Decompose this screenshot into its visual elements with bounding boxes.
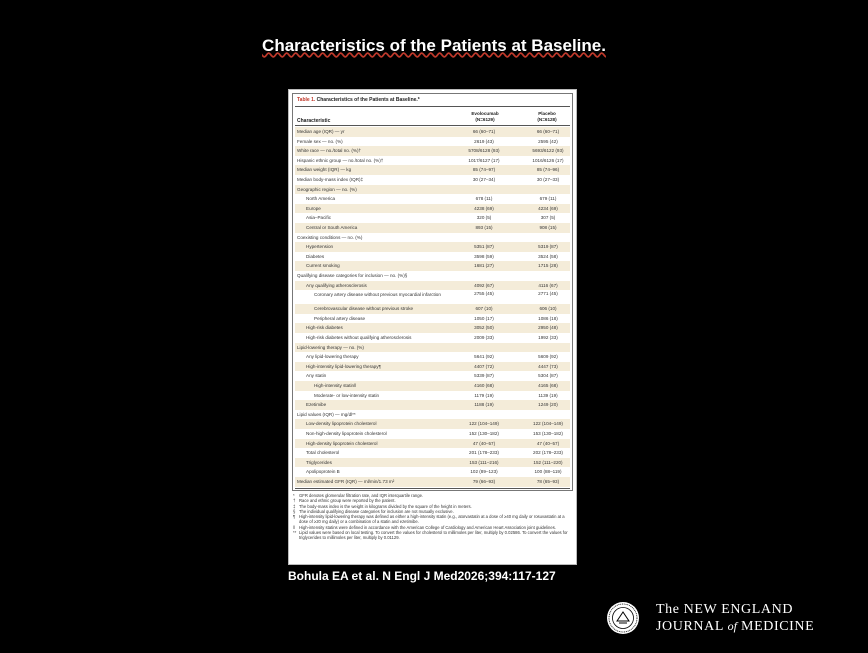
evolocumab-value: 2755 (45) — [474, 291, 494, 297]
evolocumab-value: 4407 (72) — [474, 363, 494, 369]
table-row — [295, 175, 570, 185]
row-label: Moderate- or low-intensity statin — [314, 392, 380, 398]
placebo-value: 122 (104–149) — [533, 421, 563, 427]
table-row — [295, 213, 570, 223]
row-label: High-density lipoprotein cholesterol — [306, 440, 378, 446]
placebo-value: 4116 (67) — [538, 282, 558, 288]
placebo-value: 3524 (58) — [538, 253, 558, 259]
evolocumab-value: 4160 (68) — [474, 383, 494, 388]
row-label: Female sex — no. (%) — [297, 138, 343, 144]
placebo-value: 307 (5) — [540, 215, 556, 221]
placebo-value: 2950 (48) — [538, 325, 558, 331]
row-label: Qualifying disease categories for inclusion — no. (%)§ — [297, 273, 408, 278]
evolocumab-n: (N=6129) — [475, 117, 495, 122]
table-row — [295, 362, 570, 372]
row-label: Apolipoprotein B — [306, 469, 340, 475]
row-label: Diabetes — [306, 253, 325, 259]
evolocumab-value: 3052 (50) — [474, 325, 494, 331]
placebo-value: 1992 (33) — [538, 335, 558, 340]
table-row — [295, 271, 570, 281]
evolocumab-value: 320 (5) — [476, 215, 492, 221]
row-label: Non-high-density lipoprotein cholesterol — [306, 431, 387, 436]
evolocumab-value: 1179 (19) — [474, 392, 494, 398]
placebo-value: 5319 (87) — [538, 244, 558, 250]
placebo-value: 2595 (42) — [538, 138, 558, 144]
column-header-evolocumab — [465, 111, 505, 123]
evolocumab-value: 30 (27–34) — [472, 177, 496, 182]
row-label: Triglycerides — [306, 459, 332, 465]
evolocumab-value: 201 (178–233) — [469, 450, 499, 456]
row-label: Any statin — [306, 373, 327, 379]
table-row — [295, 165, 570, 175]
placebo-value: 1086 (18) — [538, 315, 558, 321]
row-label: Geographic region — no. (%) — [297, 186, 357, 192]
evolocumab-value: 153 (111–216) — [469, 459, 499, 465]
placebo-value: 47 (40–57) — [536, 440, 560, 446]
row-label: Hispanic ethnic group — no./total no. (%)† — [297, 157, 384, 163]
evolocumab-value: 4092 (67) — [474, 282, 494, 288]
evolocumab-value: 1188 (19) — [474, 402, 494, 408]
journal-logo-line1: The NEW ENGLAND — [656, 602, 794, 617]
row-label: Median weight (IQR) — kg — [297, 167, 352, 173]
table-row — [295, 194, 570, 204]
evolocumab-value: 4238 (69) — [474, 205, 494, 211]
placebo-value: 606 (10) — [539, 306, 557, 312]
row-label: Median body-mass index (IQR)‡ — [297, 177, 364, 182]
placebo-value: 4234 (69) — [538, 205, 558, 211]
placebo-n: (N=6128) — [537, 117, 557, 122]
row-label: Any lipid-lowering therapy — [306, 354, 359, 360]
row-label: Any qualifying atherosclerosis — [306, 282, 367, 288]
table-frame — [292, 93, 573, 491]
footnote-text: High-intensity lipid-lowering therapy was defined as either a high-intensity statin (e.g., atorvastatin at a dose of ≥40 mg daily or rosuvastatin at a dose of ≥20 mg daily) or a combination of a statin and ezetimibe. — [299, 514, 565, 525]
row-label: Current smoking — [306, 263, 340, 269]
evolocumab-value: 678 (11) — [475, 196, 493, 202]
nejm-seal-icon — [606, 601, 640, 635]
placebo-value: 5304 (87) — [538, 373, 558, 379]
placebo-value: 679 (11) — [539, 196, 557, 202]
row-label: Peripheral artery disease — [314, 315, 366, 321]
table-label: Table 1. — [297, 97, 316, 103]
row-label: North America — [306, 196, 336, 202]
placebo-value: 202 (178–233) — [533, 450, 563, 456]
table-row — [295, 281, 570, 291]
evolocumab-value: 66 (60–71) — [472, 129, 496, 134]
row-label: Low-density lipoprotein cholesterol — [306, 421, 377, 427]
row-label: Median age (IQR) — yr — [297, 129, 345, 134]
footnote-text: The individual qualifying disease categories for inclusion are not mutually exclusive. — [299, 508, 454, 514]
table-row — [295, 233, 570, 243]
row-label: High-risk diabetes — [306, 325, 343, 331]
table-row — [295, 323, 570, 333]
row-label: Asia–Pacific — [306, 215, 332, 221]
table-row — [295, 223, 570, 233]
placebo-value: 2771 (45) — [538, 291, 558, 297]
medicine-word: MEDICINE — [741, 619, 815, 634]
placebo-value: 100 (88–119) — [534, 469, 562, 475]
table-row — [295, 252, 570, 262]
table-title — [297, 97, 420, 103]
placebo-value: 1139 (19) — [538, 392, 558, 398]
footnote-symbol: ‖ — [293, 524, 295, 530]
slide-title: Characteristics of the Patients at Baseline. — [262, 36, 606, 55]
column-header-characteristic: Characteristic — [297, 118, 331, 124]
row-label: High-intensity statin‖ — [314, 383, 356, 388]
table-row — [295, 261, 570, 271]
footnote-symbol: † — [293, 498, 296, 504]
placebo-value: 4165 (68) — [538, 383, 558, 388]
evolocumab-value: 5351 (87) — [474, 244, 494, 250]
table-row — [295, 242, 570, 252]
placebo-value: 30 (27–33) — [536, 177, 560, 182]
placebo-value: 1715 (28) — [538, 263, 558, 269]
evolocumab-value: 47 (40–57) — [472, 440, 496, 446]
placebo-value: 78 (65–93) — [536, 479, 560, 484]
table-row — [295, 448, 570, 458]
placebo-value: 4447 (73) — [538, 363, 558, 369]
journal-logo-line2 — [656, 618, 814, 635]
table-row — [295, 204, 570, 214]
row-label: Lipid-lowering therapy — no. (%) — [297, 344, 364, 350]
evolocumab-value: 122 (104–149) — [469, 421, 499, 427]
evolocumab-value: 893 (15) — [475, 225, 493, 230]
row-label: White race — no./total no. (%)† — [297, 148, 362, 154]
row-label: Central or South America — [306, 225, 358, 230]
column-header-placebo — [527, 111, 567, 123]
table-row — [295, 467, 570, 477]
table-row — [295, 146, 570, 156]
placebo-value: 153 (130–182) — [533, 431, 563, 436]
row-label: Cerebrovascular disease without previous stroke — [314, 306, 414, 312]
table-row — [295, 127, 570, 137]
evolocumab-label: Evolocumab — [471, 111, 499, 116]
table-row — [295, 314, 570, 324]
journal-logo — [656, 602, 814, 635]
table-row — [295, 371, 570, 381]
table-row — [295, 304, 570, 314]
row-label: Median estimated GFR (IQR) — ml/min/1.73 m² — [297, 479, 395, 484]
table-row — [295, 290, 570, 304]
footnote-text: High-intensity statins were defined in accordance with the American College of Cardiology and American Heart Association joint guidelines. — [299, 524, 556, 530]
placebo-value: 85 (74–96) — [536, 167, 560, 173]
evolocumab-value: 5339 (87) — [474, 373, 494, 379]
evolocumab-value: 1681 (27) — [474, 263, 494, 269]
placebo-value: 5693/6122 (93) — [532, 148, 564, 154]
evolocumab-value: 2619 (43) — [474, 138, 494, 144]
footnote-symbol: ** — [293, 530, 297, 536]
table-row — [295, 419, 570, 429]
row-label: Coexisting conditions — no. (%) — [297, 234, 363, 240]
evolocumab-value: 1017/6127 (17) — [468, 157, 500, 163]
evolocumab-value: 102 (89–123) — [470, 469, 498, 475]
row-label: High-intensity lipid-lowering therapy¶ — [306, 363, 381, 369]
table-row — [295, 137, 570, 147]
table-row — [295, 352, 570, 362]
table-row — [295, 333, 570, 343]
table-row — [295, 381, 570, 391]
row-label: Ezetimibe — [306, 402, 327, 408]
placebo-value: 1016/6126 (17) — [532, 157, 564, 163]
footnote-text: Lipid values were based on local testing. To convert the values for cholesterol to millimoles per liter, multiply by 0.02586. To convert the values for triglycerides to millimoles per liter, multiply by 0.01129. — [299, 530, 568, 541]
evolocumab-value: 79 (66–93) — [472, 479, 496, 484]
table-row — [295, 410, 570, 420]
evolocumab-value: 5708/6128 (93) — [468, 148, 500, 154]
table-figure — [288, 89, 577, 565]
table-row — [295, 429, 570, 439]
footnote — [293, 514, 573, 525]
journal-of: of — [727, 619, 737, 633]
footnote — [293, 530, 573, 541]
table-row — [295, 477, 570, 487]
footnote-symbol: ¶ — [293, 514, 296, 520]
evolocumab-value: 85 (74–97) — [472, 167, 496, 173]
placebo-value: 908 (15) — [539, 225, 557, 230]
header-rule-top — [295, 106, 570, 107]
evolocumab-value: 2009 (33) — [474, 335, 494, 340]
placebo-value: 66 (60–71) — [536, 129, 560, 134]
placebo-value: 5609 (92) — [538, 354, 558, 360]
table-row — [295, 458, 570, 468]
table-row — [295, 391, 570, 401]
table-row — [295, 400, 570, 410]
placebo-value: 1249 (20) — [538, 402, 558, 408]
table-bottom-rule — [295, 488, 570, 489]
row-label: High-risk diabetes without qualifying atherosclerosis — [306, 335, 412, 340]
evolocumab-value: 607 (10) — [475, 306, 493, 312]
table-footnotes — [293, 493, 573, 541]
table-row — [295, 185, 570, 195]
footnote-symbol: § — [293, 508, 296, 514]
journal-word: JOURNAL — [656, 619, 724, 634]
header-rule-bottom — [295, 125, 570, 126]
row-label: Lipid values (IQR) — mg/dl** — [297, 411, 356, 417]
footnote-text: The body-mass index is the weight in kilograms divided by the square of the height in meters. — [299, 503, 472, 509]
evolocumab-value: 3598 (59) — [474, 253, 494, 259]
table-row — [295, 343, 570, 353]
table-title-text: Characteristics of the Patients at Baseline.* — [316, 97, 420, 103]
row-label: Coronary artery disease without previous myocardial infarction — [314, 292, 441, 298]
placebo-label: Placebo — [538, 111, 556, 116]
placebo-value: 152 (111–220) — [533, 459, 563, 465]
footnote-symbol: ‡ — [293, 503, 296, 509]
evolocumab-value: 1050 (17) — [474, 315, 494, 321]
citation: Bohula EA et al. N Engl J Med2026;394:117-127 — [288, 569, 556, 583]
evolocumab-value: 5641 (92) — [474, 354, 494, 360]
row-label: Hypertension — [306, 244, 334, 250]
row-label: Total cholesterol — [306, 450, 340, 456]
footnote-symbol: * — [293, 493, 295, 498]
footnote-text: GFR denotes glomerular filtration rate, and IQR interquartile range. — [299, 493, 424, 498]
footnote-text: Race and ethnic group were reported by the patient. — [299, 498, 396, 504]
table-row — [295, 439, 570, 449]
table-row — [295, 156, 570, 166]
row-label: Europe — [306, 205, 321, 211]
evolocumab-value: 152 (130–182) — [469, 431, 499, 436]
